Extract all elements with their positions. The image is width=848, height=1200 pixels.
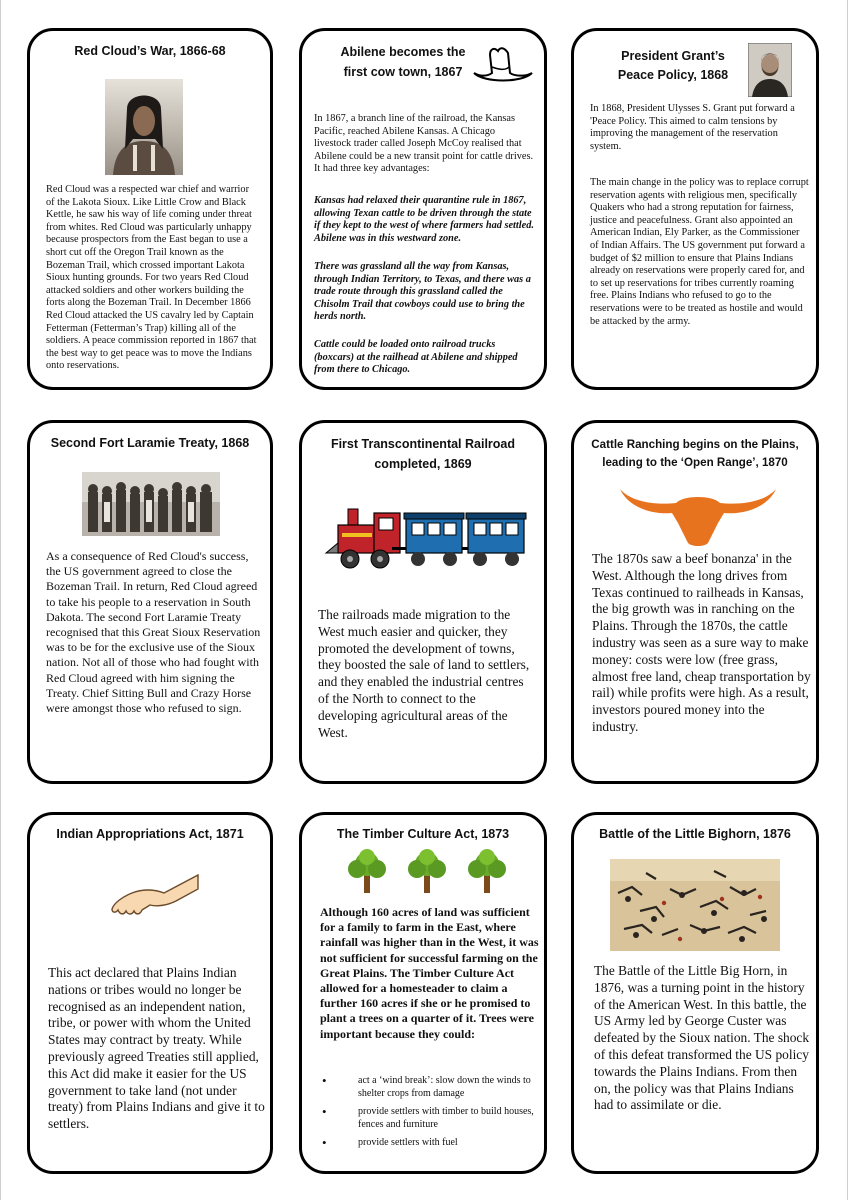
card-timber-culture-act — [299, 812, 547, 1174]
card-grant-peace-policy — [571, 28, 819, 390]
card-title: Battle of the Little Bighorn, 1876 — [599, 827, 791, 841]
card-title-line1: Abilene becomes the — [340, 45, 466, 59]
card-title: Red Cloud’s War, 1866-68 — [74, 44, 226, 58]
card-title-line2: completed, 1869 — [374, 457, 472, 471]
card-little-bighorn — [571, 812, 819, 1174]
portrait-photo-icon — [105, 79, 183, 175]
hand-icon — [104, 873, 200, 921]
card-body: The 1870s saw a beef bonanza' in the West. Although the long drives from Texas continued to railheads in Kansas, the big growth was in ranching on the Plains. Through the 1870s, the cattle industry was seen as a sure way to make money: costs were low (free grass, almost free land, cheap transportation by rail) while profits were high. As a result, investors poured money into the industry. — [592, 551, 811, 734]
card-title: Second Fort Laramie Treaty, 1868 — [50, 436, 250, 450]
tree-icon — [346, 847, 388, 895]
train-icon — [324, 503, 528, 575]
card-abilene-cow-town — [299, 28, 547, 390]
card-intro: In 1867, a branch line of the railroad, the Kansas Pacific, reached Abilene Kansas. A Chicago livestock trader called Joseph McCoy realised that Abilene could be a new transit point for cattle drives. It had three key advantages: — [314, 113, 534, 175]
card-para-1: In 1868, President Ulysses S. Grant put forward a 'Peace Policy. This aimed to calm tensions by improving the management of the reservation system. — [590, 103, 795, 152]
card-body: The railroads made migration to the West much easier and quicker, they promoted the development of towns, they boosted the sale of land to settlers, and they enabled the industrial centres of the North to connect to the developing agricultural areas of the West. — [318, 607, 530, 740]
card-title-line2: first cow town, 1867 — [343, 65, 463, 79]
list-item: • provide settlers with fuel — [320, 1137, 540, 1150]
card-title-line2: leading to the ‘Open Range’, 1870 — [602, 456, 788, 469]
card-body: The Battle of the Little Big Horn, in 1876, was a turning point in the history of the American West. In this battle, the US Army led by George Custer was defeated by the Sioux nation. The shock of this defeat transformed the US policy towards the Plains Indians. From then on, the policy was that Plains Indians had to assimilate or die. — [594, 963, 810, 1113]
tree-icon — [406, 847, 448, 895]
battle-painting-icon — [610, 859, 780, 951]
card-fort-laramie-treaty — [27, 420, 273, 784]
longhorn-icon — [618, 481, 778, 549]
card-transcontinental-railroad — [299, 420, 547, 784]
card-point-1: Kansas had relaxed their quarantine rule in 1867, allowing Texan cattle to be driven through the state if they kept to the west of where farmers had settled. Abilene was in this westward zone. — [314, 195, 534, 244]
card-point-2: There was grassland all the way from Kansas, through Indian Territory, to Texas, and there was a trade route through this grassland called the Chisolm Trail that cowboys could use to bring the herds north. — [314, 261, 531, 323]
tree-icon — [466, 847, 508, 895]
card-title-line1: President Grant’s — [621, 49, 725, 63]
card-title: The Timber Culture Act, 1873 — [336, 827, 510, 841]
card-body: Red Cloud was a respected war chief and warrior of the Lakota Sioux. Like Little Crow and Black Kettle, he saw his way of life coming under threat from whites. Red Cloud was particularly unhappy because prospectors from the East began to use a short cut off the Oregon Trail known as the Bozeman Trail, which crossed important Lakota Sioux hunting grounds. For two years Red Cloud attacked soldiers and other workers building the forts along the Bozeman Trail. In December 1866 Red Cloud attacked the US cavalry led by Captain Fetterman (Fetterman’s Trap) killing all of the soldiers. A peace commission reported in 1867 that the best way to get peace was to move the Indians onto reservations. — [46, 184, 257, 372]
list-item: • act a ‘wind break’: slow down the winds to shelter crops from damage — [320, 1075, 540, 1100]
card-title-line1: First Transcontinental Railroad — [330, 437, 516, 451]
card-indian-appropriations-act — [27, 812, 273, 1174]
card-red-clouds-war — [27, 28, 273, 390]
cowboy-hat-icon — [470, 43, 536, 85]
card-cattle-ranching — [571, 420, 819, 784]
list-item: • provide settlers with timber to build houses, fences and furniture — [320, 1106, 540, 1131]
timber-reasons-list — [320, 1075, 540, 1156]
grant-portrait-icon — [748, 43, 792, 97]
card-title-line2: Peace Policy, 1868 — [617, 68, 729, 82]
card-body: This act declared that Plains Indian nations or tribes would no longer be recognised as an independent nation, tribe, or power with whom the United States may contract by treaty. While previously agreed Treaties still applied, this Act did make it easier for the US government to take land (not under treaty) from Plains Indians and give it to settlers. — [48, 965, 265, 1132]
group-photo-icon — [82, 472, 220, 536]
card-point-3: Cattle could be loaded onto railroad trucks (boxcars) at the railhead at Abilene and shipped from there to Chicago. — [314, 339, 518, 376]
card-body: Although 160 acres of land was sufficient for a family to farm in the East, where rainfall was higher than in the West, it was not sufficient for successful farming on the Great Plains. The Timber Culture Act allowed for a homesteader to claim a further 160 acres if she or he promised to plant a trees on a quarter of it. Trees were important because they could: — [320, 905, 539, 1041]
card-body: As a consequence of Red Cloud's success, the US government agreed to close the Bozeman Trail. In return, Red Cloud agreed to take his people to a reservation in South Dakota. The second Fort Laramie Treaty recognised that this Great Sioux Reservation was to be for the exclusive use of the Sioux nation. Not all of those who had fought with Red Cloud agreed with him signing the Treaty. Chief Sitting Bull and Crazy Horse were amongst those who refused to sign. — [46, 549, 261, 716]
card-para-2: The main change in the policy was to replace corrupt reservation agents with religious men, specifically Quakers who had a strong reputation for fairness, justice and peacefulness. Grant also appointed an American Indian, Ely Parker, as the Commissioner of Indian Affairs. The US government put forward a budget of $2 million to ensure that Plains Indians already on reservations were properly cared for, and to set up reservations for tribes currently roaming free. Plains Indians who refused to go to the reservations were to be treated as hostile and would be attacked by the army. — [590, 177, 809, 327]
card-title-line1: Cattle Ranching begins on the Plains, — [591, 438, 799, 451]
card-title: Indian Appropriations Act, 1871 — [56, 827, 244, 841]
